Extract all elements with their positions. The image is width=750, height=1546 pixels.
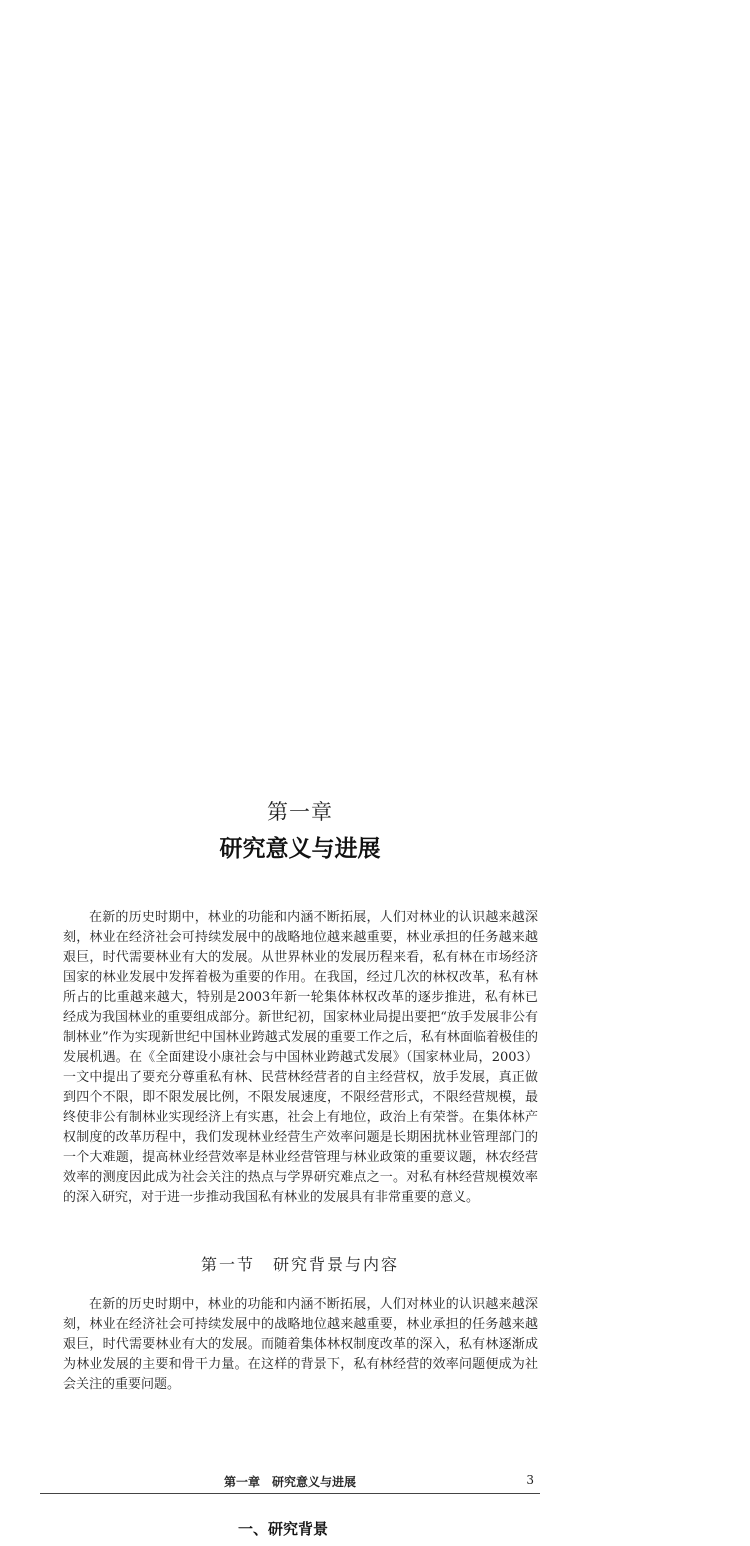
- chapter-number: 第一章: [267, 800, 333, 824]
- subsection-title: 一、研究背景: [238, 1520, 329, 1538]
- intro-paragraph: 在新的历史时期中，林业的功能和内涵不断拓展，人们对林业的认识越来越深刻，林业在经济社会可持续发展中的战略地位越来越重要，林业承担的任务越来越艰巨，时代需要林业有大的发展。从世界林业的发展历程来看，私有林在市场经济国家的林业发展中发挥着极为重要的作用。在我国，经过几次的林权改革，私有林所占的比重越来越大，特别是2003年新一轮集体林权改革的逐步推进，私有林已经成为我国林业的重要组成部分。新世纪初，国家林业局提出要把“放手发展非公有制林业”作为实现新世纪中国林业跨越式发展的重要工作之后，私有林面临着极佳的发展机遇。在《全面建设小康社会与中国林业跨越式发展》（国家林业局，2003）一文中提出了要充分尊重私有林、民营林经营者的自主经营权，放手发展，真正做到四个不限，即不限发展比例，不限发展速度，不限经营形式，不限经营规模，最终使非公有制林业实现经济上有实惠，社会上有地位，政治上有荣誉。在集体林产权制度的改革历程中，我们发现林业经营生产效率问题是长期困扰林业管理部门的一个大难题，提高林业经营效率是林业经营管理与林业政策的重要议题，林农经营效率的测度因此成为社会关注的热点与学界研究难点之一。对私有林经营规模效率的深入研究，对于进一步推动我国私有林业的发展具有非常重要的意义。: [63, 910, 538, 1205]
- running-header-title: 第一章 研究意义与进展: [223, 1475, 356, 1489]
- chapter-title: 研究意义与进展: [219, 835, 381, 862]
- section-title: 第一节 研究背景与内容: [200, 1255, 399, 1274]
- page-number: 3: [526, 1473, 534, 1487]
- section-paragraph: 在新的历史时期中，林业的功能和内涵不断拓展，人们对林业的认识越来越深刻，林业在经济社会可持续发展中的战略地位越来越重要，林业承担的任务越来越艰巨，时代需要林业有大的发展。而随着集体林权制度改革的深入，私有林逐渐成为林业发展的主要和骨干力量。在这样的背景下，私有林经营的效率问题便成为社会关注的重要问题。: [63, 1297, 538, 1392]
- running-header: [40, 1471, 540, 1494]
